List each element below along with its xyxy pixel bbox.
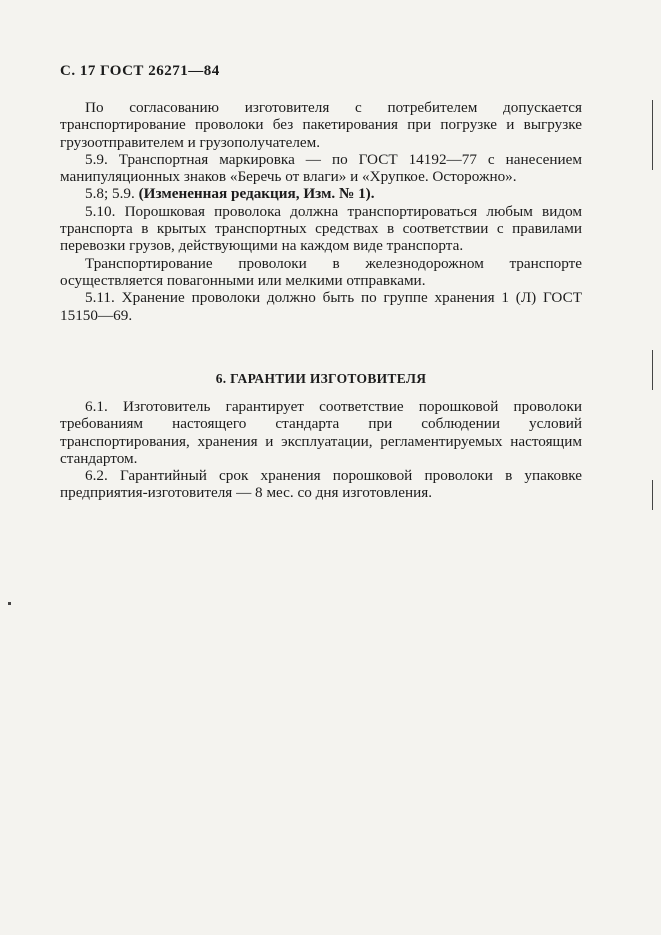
scan-mark (652, 350, 653, 390)
section-5-text (60, 99, 582, 324)
amendment-note (60, 185, 582, 202)
amendment-bold: (Измененная редакция, Изм. № 1). (138, 185, 375, 203)
scan-mark (652, 100, 653, 170)
paragraph: 5.10. Порошковая проволока должна транспортироваться любым видом транспорта в крытых транспортных средствах в соответствии с правилами перевозки грузов, действующими на каждом виде транспорта. (60, 202, 582, 255)
amendment-lead: 5.8; 5.9. (85, 185, 135, 203)
paragraph: По согласованию изготовителя с потребителем допускается транспортирование проволоки без пакетирования при погрузке и выгрузке грузоотправителем и грузополучателем. (60, 99, 582, 151)
paragraph: Транспортирование проволоки в железнодорожном транспорте осуществляется повагонными или мелкими отправками. (60, 254, 582, 289)
paragraph: 5.9. Транспортная маркировка — по ГОСТ 14192—77 с нанесением манипуляционных знаков «Беречь от влаги» и «Хрупкое. Осторожно». (60, 150, 582, 186)
paragraph: 5.11. Хранение проволоки должно быть по группе хранения 1 (Л) ГОСТ 15150—69. (60, 289, 582, 324)
scan-mark (652, 480, 653, 510)
section-6-text (60, 398, 582, 502)
page-header: С. 17 ГОСТ 26271—84 (60, 63, 220, 79)
paragraph: 6.1. Изготовитель гарантирует соответствие порошковой проволоки требованиям настоящего стандарта при соблюдении условий транспортирования, хранения и эксплуатации, регламентируемых настоящим стандартом. (60, 398, 582, 467)
section-heading: 6. ГАРАНТИИ ИЗГОТОВИТЕЛЯ (215, 371, 427, 386)
scan-mark (8, 602, 11, 605)
paragraph: 6.2. Гарантийный срок хранения порошковой проволоки в упаковке предприятия-изготовителя — 8 мес. со дня изготовления. (60, 467, 582, 502)
